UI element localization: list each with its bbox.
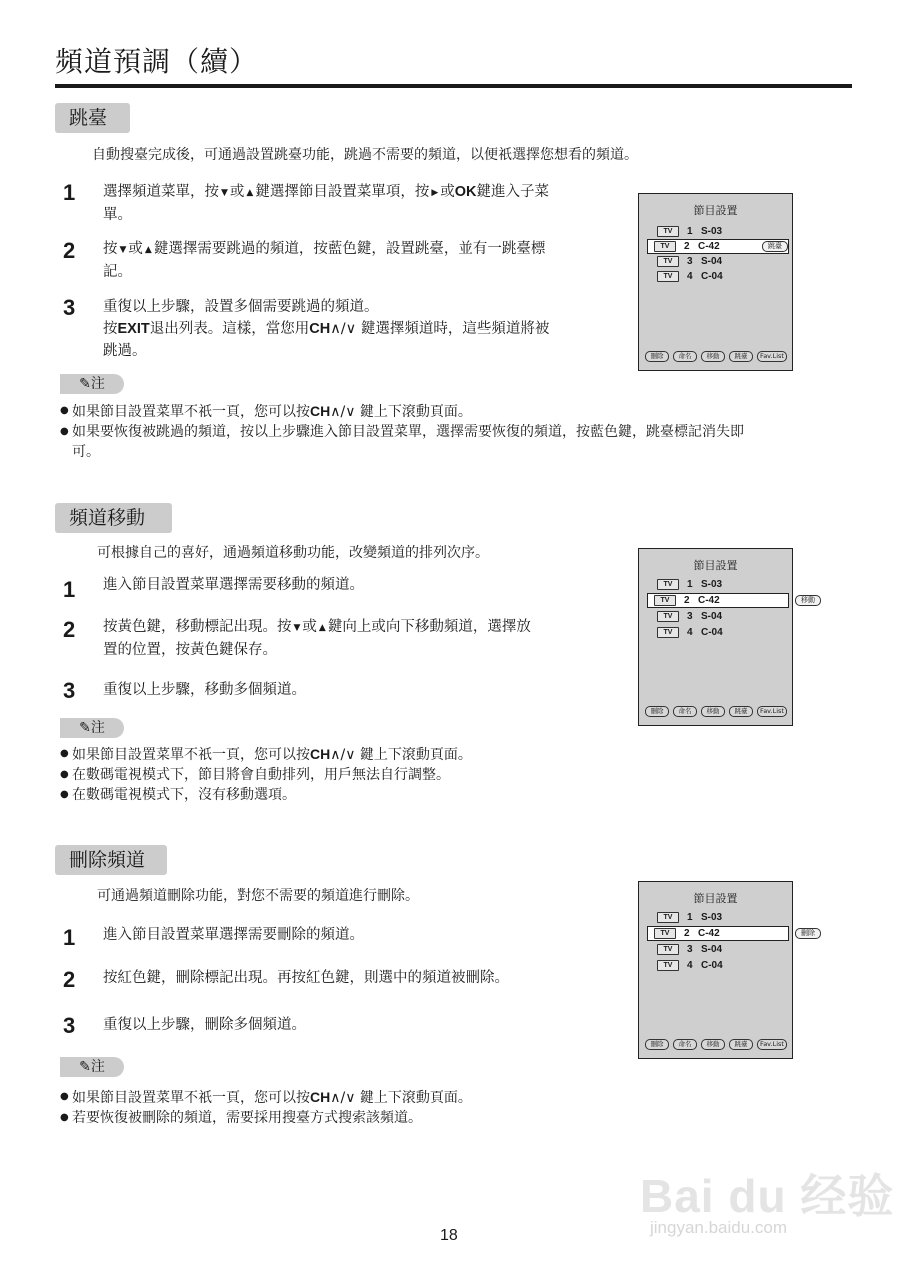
bullet-icon: ● — [60, 405, 69, 416]
tv-badge: TV — [657, 271, 679, 282]
channel-row-selected[interactable]: TV 2 C-42 — [647, 593, 789, 608]
step-text: 按黃色鍵，移動標記出現。按 ▼ 或 ▲ 鍵向上或向下移動頻道，選擇放 置的位置，按黃色鍵保存。 — [103, 619, 531, 658]
title-rule — [55, 84, 852, 88]
channel-row-selected[interactable]: TV 2 C-42 — [647, 926, 789, 941]
section-intro: 可通過頻道刪除功能，對您不需要的頻道進行刪除。 — [97, 888, 419, 904]
step-number: 2 — [63, 238, 76, 263]
menu-title: 節目設置 — [693, 892, 738, 905]
menu-program-setup-skip — [638, 193, 793, 371]
step-text: 按紅色鍵，刪除標記出現。再按紅色鍵，則選中的頻道被刪除。 — [103, 970, 509, 986]
note-item: ● 在數碼電視模式下，節目將會自動排列，用戶無法自行調整。 — [60, 767, 450, 783]
tv-badge: TV — [657, 912, 679, 923]
watermark-logo: Bai du 经验 — [640, 1170, 895, 1222]
delete-button[interactable]: 刪除 — [645, 351, 669, 362]
note-list — [60, 1087, 860, 1128]
up-arrow-icon: ▲ — [246, 188, 254, 198]
rename-button[interactable]: 命名 — [673, 706, 697, 717]
bullet-icon: ● — [60, 769, 69, 780]
step-number: 1 — [63, 577, 76, 602]
skip-mark: 跳臺 — [762, 241, 788, 252]
channel-row[interactable]: TV 3 S-04 — [649, 610, 787, 623]
skip-button[interactable]: 跳臺 — [729, 351, 753, 362]
page-number: 18 — [440, 1227, 458, 1244]
pencil-icon: ✎ — [79, 376, 91, 392]
step-text: 重復以上步驟，移動多個頻道。 — [103, 682, 306, 698]
tv-badge: TV — [657, 579, 679, 590]
note-list — [60, 401, 860, 462]
channel-row[interactable]: TV 4 C-04 — [649, 959, 787, 972]
tv-badge: TV — [654, 928, 676, 939]
rename-button[interactable]: 命名 — [673, 1039, 697, 1050]
step-text: 按 ▼ 或 ▲ 鍵選擇需要跳過的頻道，按藍色鍵，設置跳臺，並有一跳臺標 記。 — [103, 241, 546, 280]
menu-program-setup-delete — [638, 881, 793, 1059]
tv-badge: TV — [657, 611, 679, 622]
section-tag-delete: 刪除頻道 — [55, 845, 167, 875]
step-text: 進入節目設置菜單選擇需要移動的頻道。 — [103, 577, 364, 593]
watermark-url: jingyan.baidu.com — [650, 1218, 788, 1237]
move-button[interactable]: 移動 — [701, 706, 725, 717]
tv-badge: TV — [657, 627, 679, 638]
note-list — [60, 744, 860, 805]
delete-button[interactable]: 刪除 — [645, 706, 669, 717]
tv-badge: TV — [657, 944, 679, 955]
bullet-icon: ● — [60, 748, 69, 759]
channel-row[interactable]: TV 1 S-03 — [649, 911, 787, 924]
pencil-icon: ✎ — [79, 720, 91, 736]
bullet-icon: ● — [60, 426, 69, 437]
step-text: 選擇頻道菜單，按 ▼ 或 ▲ 鍵選擇節目設置菜單項，按 ▶ 或OK鍵進入子菜 單。 — [103, 184, 550, 223]
step-number: 3 — [63, 295, 76, 320]
bullet-icon: ● — [60, 789, 69, 800]
up-arrow-icon: ▲ — [144, 245, 152, 255]
pencil-icon: ✎ — [79, 1059, 91, 1075]
down-arrow-icon: ▼ — [221, 188, 228, 198]
bullet-icon: ● — [60, 1091, 69, 1102]
tv-badge: TV — [654, 241, 676, 252]
section-intro: 可根據自己的喜好，通過頻道移動功能，改變頻道的排列次序。 — [97, 545, 489, 561]
down-arrow-icon: ▼ — [119, 245, 127, 255]
note-item: ● 如果節目設置菜單不祇一頁，您可以按CH∧/∨ 鍵上下滾動頁面。 — [60, 746, 472, 763]
tv-badge: TV — [657, 226, 679, 237]
step-number: 1 — [63, 925, 76, 950]
menu-buttons — [645, 1039, 787, 1050]
channel-row[interactable]: TV 3 S-04 — [649, 943, 787, 956]
section-intro: 自動搜臺完成後，可通過設置跳臺功能，跳過不需要的頻道，以便祇選擇您想看的頻道。 — [92, 147, 638, 163]
down-arrow-icon: ▼ — [293, 623, 301, 633]
right-arrow-icon: ▶ — [431, 188, 439, 198]
channel-row-selected[interactable]: TV 2 C-42 跳臺 — [647, 239, 789, 254]
note-tag: ✎注 — [60, 1057, 124, 1077]
step-number: 2 — [63, 617, 76, 642]
channel-row[interactable]: TV 4 C-04 — [649, 270, 787, 283]
tv-badge: TV — [654, 595, 676, 606]
menu-title: 節目設置 — [693, 559, 738, 572]
move-mark: 移動 — [795, 595, 821, 606]
note-item: ● 如果節目設置菜單不祇一頁，您可以按CH∧/∨ 鍵上下滾動頁面。 — [60, 403, 472, 420]
section-tag-move: 頻道移動 — [55, 503, 172, 533]
tv-badge: TV — [657, 960, 679, 971]
channel-row[interactable]: TV 4 C-04 — [649, 626, 787, 639]
note-item: ● 若要恢復被刪除的頻道，需要採用搜臺方式搜索該頻道。 — [60, 1110, 422, 1126]
menu-buttons — [645, 706, 787, 717]
note-item: ● 如果要恢復被跳過的頻道，按以上步驟進入節目設置菜單，選擇需要恢復的頻道，按藍色鍵，跳臺標記消失即 可。 — [60, 424, 744, 460]
rename-button[interactable]: 命名 — [673, 351, 697, 362]
step-text: 重復以上步驟，設置多個需要跳過的頻道。 按EXIT退出列表。這樣，當您用CH∧/∨ 鍵選擇頻道時，這些頻道將被 跳過。 — [103, 299, 550, 359]
step-number: 1 — [63, 180, 76, 205]
delete-button[interactable]: 刪除 — [645, 1039, 669, 1050]
step-number: 3 — [63, 1013, 76, 1038]
page-title: 頻道預調（續） — [55, 45, 259, 78]
channel-row[interactable]: TV 3 S-04 — [649, 255, 787, 268]
channel-row[interactable]: TV 1 S-03 — [649, 578, 787, 591]
fav-list-button[interactable]: Fav.List — [757, 351, 787, 362]
delete-mark: 刪除 — [795, 928, 821, 939]
note-tag: ✎注 — [60, 718, 124, 738]
step-text: 進入節目設置菜單選擇需要刪除的頻道。 — [103, 927, 364, 943]
menu-title: 節目設置 — [693, 204, 738, 217]
fav-list-button[interactable]: Fav.List — [757, 706, 787, 717]
note-tag: ✎注 — [60, 374, 124, 394]
skip-button[interactable]: 跳臺 — [729, 1039, 753, 1050]
fav-list-button[interactable]: Fav.List — [757, 1039, 787, 1050]
step-number: 3 — [63, 678, 76, 703]
section-tag-skip: 跳臺 — [55, 103, 130, 133]
step-number: 2 — [63, 967, 76, 992]
tv-badge: TV — [657, 256, 679, 267]
bullet-icon: ● — [60, 1112, 69, 1123]
channel-row[interactable]: TV 1 S-03 — [649, 225, 787, 238]
up-arrow-icon: ▲ — [318, 623, 326, 633]
step-text: 重復以上步驟，刪除多個頻道。 — [103, 1017, 306, 1033]
move-button[interactable]: 移動 — [701, 1039, 725, 1050]
menu-program-setup-move — [638, 548, 793, 726]
note-item: ● 在數碼電視模式下，沒有移動選項。 — [60, 787, 296, 803]
move-button[interactable]: 移動 — [701, 351, 725, 362]
menu-buttons — [645, 351, 787, 362]
skip-button[interactable]: 跳臺 — [729, 706, 753, 717]
note-item: ● 如果節目設置菜單不祇一頁，您可以按CH∧/∨ 鍵上下滾動頁面。 — [60, 1089, 472, 1106]
